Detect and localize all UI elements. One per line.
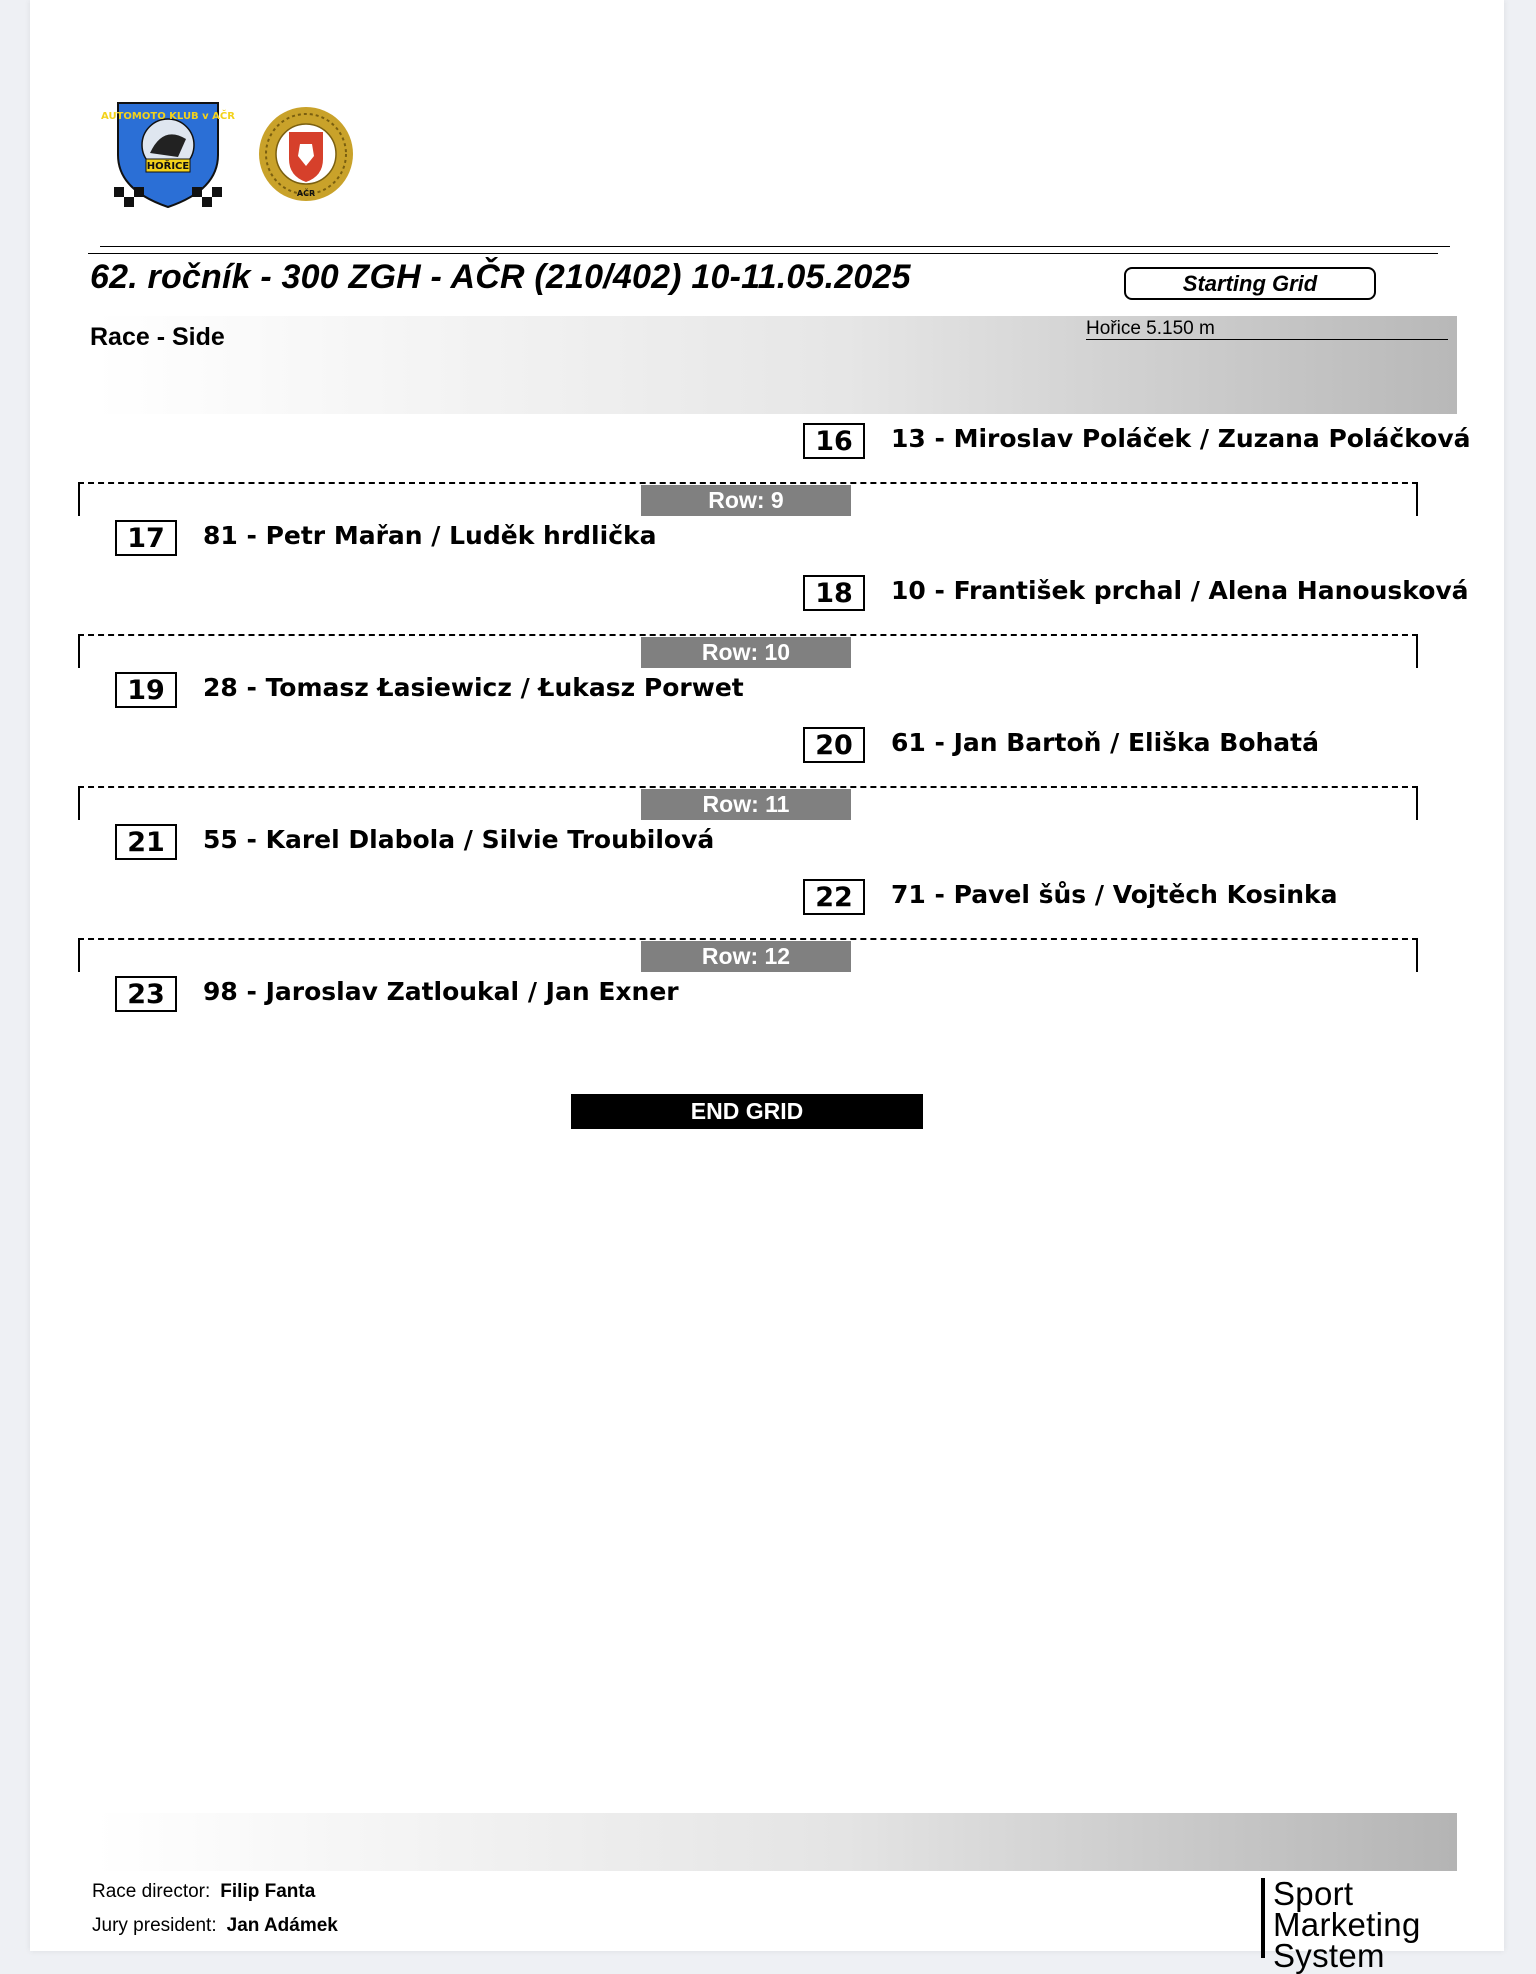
jury-president-label: Jury president:: [92, 1915, 217, 1936]
svg-text:AUTOMOTO KLUB v AČR: AUTOMOTO KLUB v AČR: [101, 111, 235, 122]
crew-entry: 13 - Miroslav Poláček / Zuzana Poláčková: [891, 424, 1471, 453]
end-grid-banner: END GRID: [571, 1094, 923, 1129]
grid-position-21: 21: [115, 824, 177, 860]
row-label: Row: 11: [641, 789, 851, 820]
crew-entry: 81 - Petr Mařan / Luděk hrdlička: [203, 521, 657, 550]
crew-entry: 71 - Pavel šůs / Vojtěch Kosinka: [891, 880, 1338, 909]
autoklub-cr-logo: [256, 104, 356, 204]
race-subtitle: Race - Side: [90, 323, 225, 351]
jury-president-line: [92, 1915, 338, 1937]
crew-entry: 28 - Tomasz Łasiewicz / Łukasz Porwet: [203, 673, 744, 702]
jury-president-name: Jan Adámek: [226, 1915, 338, 1936]
crew-entry: 61 - Jan Bartoň / Eliška Bohatá: [891, 728, 1319, 757]
header-rule-top: [100, 246, 1450, 247]
event-title: 62. ročník - 300 ZGH - AČR (210/402) 10-11.05.2025: [90, 258, 911, 296]
svg-text:HOŘICE: HOŘICE: [146, 161, 190, 172]
grid-position-16: 16: [803, 423, 865, 459]
row-label: Row: 10: [641, 637, 851, 668]
footer-gradient-band: [95, 1813, 1457, 1871]
crew-entry: 98 - Jaroslav Zatloukal / Jan Exner: [203, 977, 679, 1006]
sport-marketing-system-logo: Sport Marketing System: [1261, 1878, 1451, 1958]
row-label: Row: 9: [641, 485, 851, 516]
starting-grid-badge: Starting Grid: [1124, 267, 1376, 300]
grid-position-17: 17: [115, 520, 177, 556]
race-director-name: Filip Fanta: [220, 1881, 316, 1902]
crew-entry: 55 - Karel Dlabola / Silvie Troubilová: [203, 825, 715, 854]
grid-position-18: 18: [803, 575, 865, 611]
grid-position-23: 23: [115, 976, 177, 1012]
track-info: Hořice 5.150 m: [1086, 319, 1448, 340]
race-director-label: Race director:: [92, 1881, 211, 1902]
automoto-klub-logo: [101, 95, 235, 215]
document-page: [30, 0, 1504, 1974]
grid-position-19: 19: [115, 672, 177, 708]
grid-position-22: 22: [803, 879, 865, 915]
grid-position-20: 20: [803, 727, 865, 763]
row-label: Row: 12: [641, 941, 851, 972]
header-rule-bottom: [88, 253, 1438, 254]
crew-entry: 10 - František prchal / Alena Hanousková: [891, 576, 1469, 605]
race-director-line: [92, 1881, 315, 1903]
svg-text:AČR: AČR: [296, 189, 316, 198]
